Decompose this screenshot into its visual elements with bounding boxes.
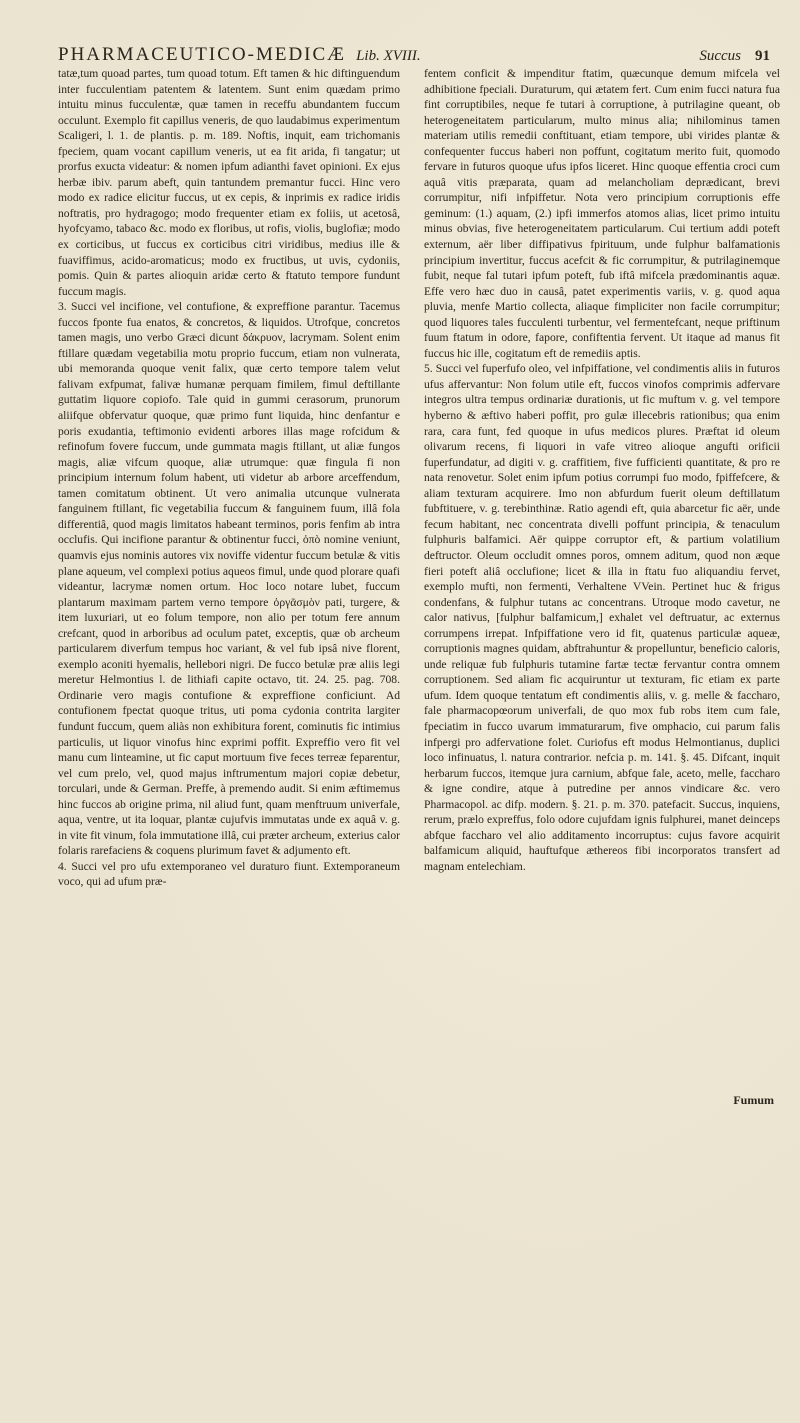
page-number: 91 [755,48,770,64]
paragraph: fentem conficit & impenditur ftatim, quæcunque demum mifcela vel adhibitione fpeciali. Duraturum, qui ætatem fert. Cum enim fucci natura fua fint corruptibiles, neque fe tutari à corruptione, à putrilagine queant, ob heterogeneitatem particularum, multo minus alia; nihilominus tamen materiam utilis remedii conftituant, etiam tempore, ubi virides plantæ & confequenter fuccus haberi non poffunt, cogitatum merito fuit, quomodo fervare in futuros quoque ufus ipfos liceret. Hinc quoque effentia croci cum aquâ vitis præparata, quam ad melancholiam deprædicant, brevi corrumpitur, nifi infpiffetur. Nota vero principium corruptionis effe geminum: (1.) aquam, (2.) ipfi immerfos atomos alias, licet primo intuitu minus obvias, five heterogeneitatem particularum. Cui tertium addi poteft externum, aër liber diffipativus fpirituum, unde fulphur balfamationis principium invertitur, fuccus acefcit & fic corrumpitur, & putrilaginemque fubit, neque fal tutari ipfum poteft, fub iftâ mifcela prædominantis aquæ. Effe vero hæc duo in causâ, patet experimentis variis, v. g. quod aqua pluvia, menfe Martio collecta, aliaque fimpliciter non facile corrumpitur; quod liquores tales fucculenti turbentur, vel fermentefcant, neque priftinum fuum ftatum in odore, fapore, confiftentia fervent. Ut itaque ad manus fit fuccus hic ille, cogitatum eft de remediis aptis. [424,67,780,360]
paragraph: tatæ,tum quoad partes, tum quoad totum. Eft tamen & hic diftinguendum inter fucculentiam patentem & latentem. Sunt enim quædam primo intuitu minus fucculentæ, quæ tamen in receffu abundantem fuccum occulunt. Exemplo fit capillus veneris, de quo laudabimus experimentum Scaligeri, l. 1. de plantis. p. m. 189. Noftis, inquit, eam trichomanis fpeciem, quam vocant capillum veneris, ut ea fit arida, fi tangatur; ut prorfus exucta videatur: & nomen ipfum adianthi favet opinioni. Ex ejus herbæ ibiv. parum abeft, quin tantundem premantur fucci. Hinc vero modo ex radice elicitur fuccus, ut ex cepis, & inprimis ex radice iridis noftratis, pro hydragogo; modo frequenter etiam ex foliis, ut acetosâ, hyofcyamo, tabaco &c. modo ex floribus, ut rofis, violis, buglofiæ; modo ex corticibus, ut fuccus ex corticibus citri viridibus, medius ille & fuaviffimus, acido-aromaticus; modo ex fructibus, ut uvis, cydoniis, pomis. Quin & partes alioquin aridæ certo & ftatuto tempore fundunt fuccum magis. [58,67,400,298]
book-number: Lib. XVIII. [356,48,421,64]
running-header [58,44,770,68]
catchword: Fumum [733,1093,774,1107]
paragraph: 5. Succi vel fuperfufo oleo, vel infpiffatione, vel condimentis aliis in futuros ufus affervantur: Non folum utile eft, fuccos vinofos comprimis adfervare integros ultra tempus ordinariæ durationis, ut fic muftum v. g. vel tempore hyberno & æftivo haberi poffit, pro gulæ illecebris rationibus; qua enim rara, cara funt, fed quoque in ufus medicos plures. Præftat id oleum olivarum recens, fi liquori in vafe vitreo alioque angufti orificii fuperfundatur, ad digiti v. g. craffitiem, five fufficienti quantitate, & pro re nata renovetur. Solet enim ipfum potius corrumpi fuo modo, fpiffefcere, & aliam texturam acquirere. Imo non abfurdum fuerit oleum deftillatum fubftituere, v. g. terebinthinæ. Ratio agendi eft, quia abarcetur fic aër, unde fecum habitant, nec concentrata divelli poffunt principia, & tenaculum fulphuris balfamici. Aër quippe corruptor eft, & partium volatilium deftructor. Oleum occludit omnes poros, omnem aditum, quod non æque fieri poteft aliâ occlufione; licet & illa in ftatu fuo aliquandiu fervet, exemplo mufti, non fermenti, Verhaltene VVein. Pertinet huc & frigus condenfans, & fulphur tutans ac concentrans. Utroque modo cavetur, ne calor nativus, [fulphur balfamicum,] exhalet vel deftruatur, ac externus corrumpens irrepat. Infpiffatione vero id fit, quatenus particulæ aqueæ, corruptionis magnes quidam, abftrahuntur & propelluntur, beneficio caloris, unde reliquæ fub fulphuris tutamine fartæ tectæ fervantur contra omnem corruptionem. Sed aliam fic acquiruntur ut texturam, fic etiam ex parte ufum. Idem quoque tentatum eft condimentis aliis, v. g. melle & faccharo, fale pharmacopœorum univerfali, de quo mox fub robs item cum fale, fpeciatim in fucco uvarum immaturarum, five omphacio, cui parum falis infpergi pro adfervatione folet. Curiofus eft modus Helmontianus, duplici loco infinuatus, l. natura contrarior. nefcia p. m. 141. §. 45. Difcant, inquit herbarum fuccos, itemque jura carnium, abfque fale, aceto, melle, faccharo & igne condire, atque à putredine per annos vindicare &c. vero Pharmacopol. ac difp. modern. §. 21. p. m. 370. patefacit. Succus, inquiens, rerum, prælo expreffus, folo odore cujufdam ignis fulphurei, manet deinceps abfque faccharo vel alio additamento incorruptus: cujus favore acquirit balfamicum aliquid, hauftufque æthereos fibi incorporatos transfert ad magnam entelechiam. [424,362,780,873]
section-title: Succus [699,48,741,64]
right-column [424,66,780,874]
running-title: PHARMACEUTICO-MEDICÆ [58,44,347,65]
paragraph: 3. Succi vel incifione, vel contufione, & expreffione parantur. Tacemus fuccos fponte fua enatos, & concretos, & liquidos. Utrofque, concretos tamen magis, uno verbo Græci dicunt δάκρυον, lacrymam. Solent enim ftillare quædam vegetabilia motu proprio fuccum, etiam non vulnerata, ubi memoranda quoque venit falix, quæ certo tempore talem velut falivam exfpumat, falivæ humanæ perquam fimilem, fimul deftillante guttatim liquore copiofo. Tale quid in gummi cerasorum, prunorum aliifque obfervatur quoque, quæ primo funt liquida, hinc denfantur e poris exudantia, teftimonio evidenti arbores illas mage rofcidum & refinofum fovere fuccum, unde gummata magis ftillant, ut aliæ fungos magis, aliæ vifcum quoque, aliæ utrumque: quæ fingula fi non principium internum folum habent, uti videtur ab arbore arceffendum, tamen comitatum obtinent. Ut vero animalia utcunque vulnerata fanguinem ftillant, fic vegetabilia fuccum & fanguinem fuum, illâ fola differentiâ, quod magis limitatos habeant terminos, poris fenfim ab intra occlufis. Qui incifione parantur & obtinentur fucci, ὀπὸ nomine veniunt, quamvis ejus nominis autores vix noviffe videntur fuccum betulæ & vitis plane aqueum, vel complexi potius aqueos fimul, unde quod plorare quafi videantur, lacrymæ nomen ortum. Hoc loco notare lubet, fuccum plantarum maximam partem verno tempore ὀργᾶσμὸν pati, turgere, & item luxuriari, ut eo folum tempore, non alio per totum fere annum crefcant, quod in arboribus ad oculum patet, exceptis, quæ ob archeum particularem diverfum tempus hoc variant, & vel fub ipsâ nive florent, exemplo aconiti hyemalis, hellebori nigri. De fucco betulæ præ aliis legi meretur Helmontius l. de lithiafi capite octavo, tit. 24. 25. pag. 708. Ordinarie vero magis contufione & expreffione conficiunt. Ad contufionem fpectat quoque tritus, uti poma cydonia contrita largiter fundunt fuccum, quem aliàs non exhibitura forent, cominutis fic intimius particulis, ut liquor vinofus hinc exprimi poffit. Expreffio vero fit vel manu cum linteamine, ut fic caput mortuum five feces terreæ feparentur, vel cum prelo, vel, quod majus inftrumentum majori copiæ debetur, torculari, unde & German. Preffe, à premendo audit. Si enim æftimemus hinc fuccos ab origine prima, nil aliud funt, quam menftruum univerfale, aqua, ventre, ut ita loquar, plantæ cujufvis immutatas unde ex aquâ v. g. in vite fit vinum, fola immutatione illâ, cui præter archeum, exterius calor folaris rarefaciens & coquens plurimum favet & adjumento eft. [58,300,400,858]
left-column [58,66,400,890]
paragraph: 4. Succi vel pro ufu extemporaneo vel duraturo fiunt. Extemporaneum voco, qui ad ufum præ- [58,859,400,889]
